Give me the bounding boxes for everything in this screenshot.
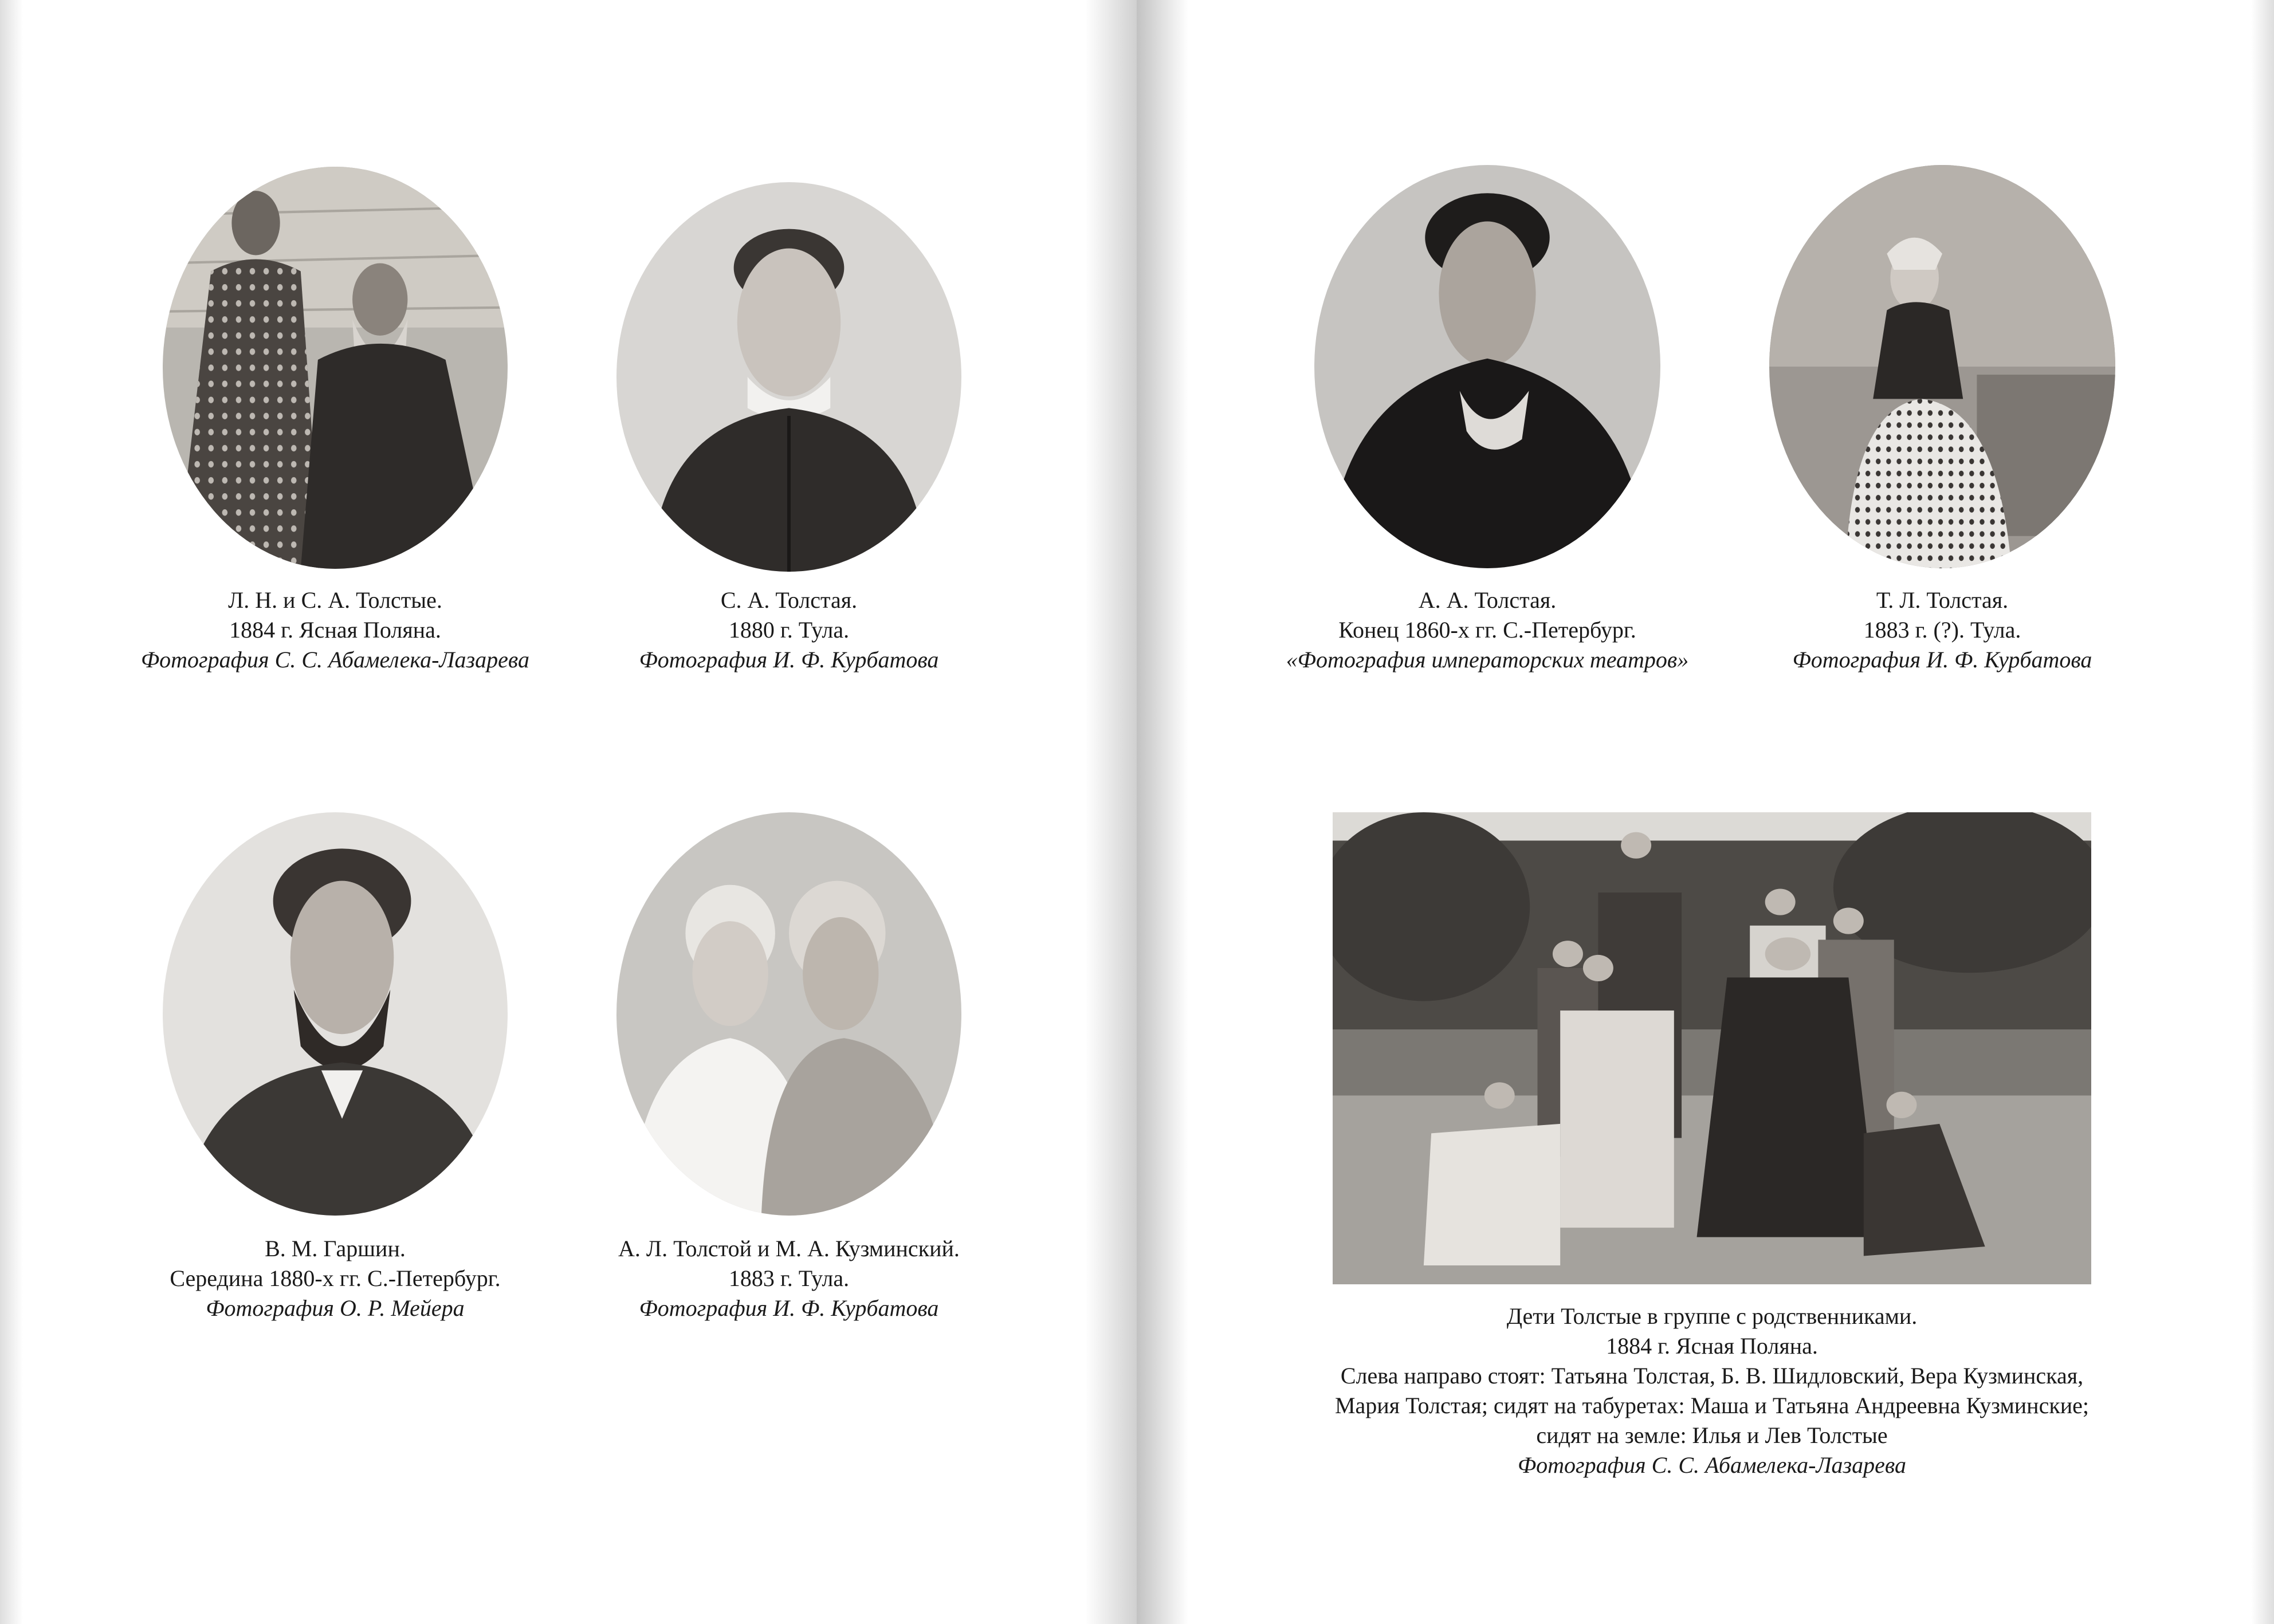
caption-date-place: 1883 г. (?). Тула. [1863,617,2021,643]
gutter-shadow-left [1085,0,1137,1624]
caption-title: Дети Толстые в группе с родственниками. [1506,1303,1918,1329]
right-page-edge-shadow [2251,0,2274,1624]
photo-tolstoy-couple [163,167,508,569]
gutter-shadow-right [1137,0,1188,1624]
photo-alexandra-tolstaya [1314,165,1660,568]
caption-photographer: «Фотография императорских театров» [1286,647,1689,673]
caption-title: А. Л. Толстой и М. А. Кузминский. [618,1236,960,1261]
caption-alexandra-tolstaya [1258,585,1717,675]
caption-tatiana-tolstaya [1713,585,2171,675]
caption-tolstoy-couple [106,585,564,675]
caption-date-place: Середина 1880-х гг. С.-Петербург. [170,1265,501,1291]
caption-photographer: Фотография С. С. Абамелека-Лазарева [140,647,529,673]
photo-two-boys [616,812,961,1216]
caption-title: А. А. Толстая. [1418,587,1557,613]
photo-garshin [163,812,508,1216]
caption-ground: сидят на земле: Илья и Лев Толстые [1536,1422,1888,1448]
caption-two-boys [560,1234,1018,1323]
caption-title: Т. Л. Толстая. [1876,587,2009,613]
caption-title: Л. Н. и С. А. Толстые. [228,587,442,613]
photo-sofia-tolstaya [616,182,961,572]
caption-date-place: 1883 г. Тула. [728,1265,850,1291]
caption-date-place: 1884 г. Ясная Поляна. [229,617,441,643]
caption-garshin [106,1234,564,1323]
caption-seated: Мария Толстая; сидят на табуретах: Маша и Татьяна Андреевна Кузминские; [1334,1393,2090,1418]
caption-photographer: Фотография С. С. Абамелека-Лазарева [1517,1452,1906,1478]
caption-sofia-tolstaya [560,585,1018,675]
caption-photographer: Фотография И. Ф. Курбатова [639,1295,939,1321]
photo-tatiana-tolstaya [1769,165,2115,568]
left-page-edge-shadow [0,0,23,1624]
caption-group-relatives [1225,1301,2199,1480]
photo-group-relatives [1333,812,2091,1284]
caption-photographer: Фотография И. Ф. Курбатова [1792,647,2092,673]
caption-photographer: Фотография И. Ф. Курбатова [639,647,939,673]
caption-standing: Слева направо стоят: Татьяна Толстая, Б. В. Шидловский, Вера Кузминская, [1340,1363,2084,1389]
caption-date-place: Конец 1860-х гг. С.-Петербург. [1338,617,1636,643]
caption-title: С. А. Толстая. [720,587,858,613]
caption-title: В. М. Гаршин. [265,1236,406,1261]
caption-date-place: 1884 г. Ясная Поляна. [1606,1333,1818,1359]
caption-photographer: Фотография О. Р. Мейера [206,1295,465,1321]
caption-date-place: 1880 г. Тула. [728,617,850,643]
